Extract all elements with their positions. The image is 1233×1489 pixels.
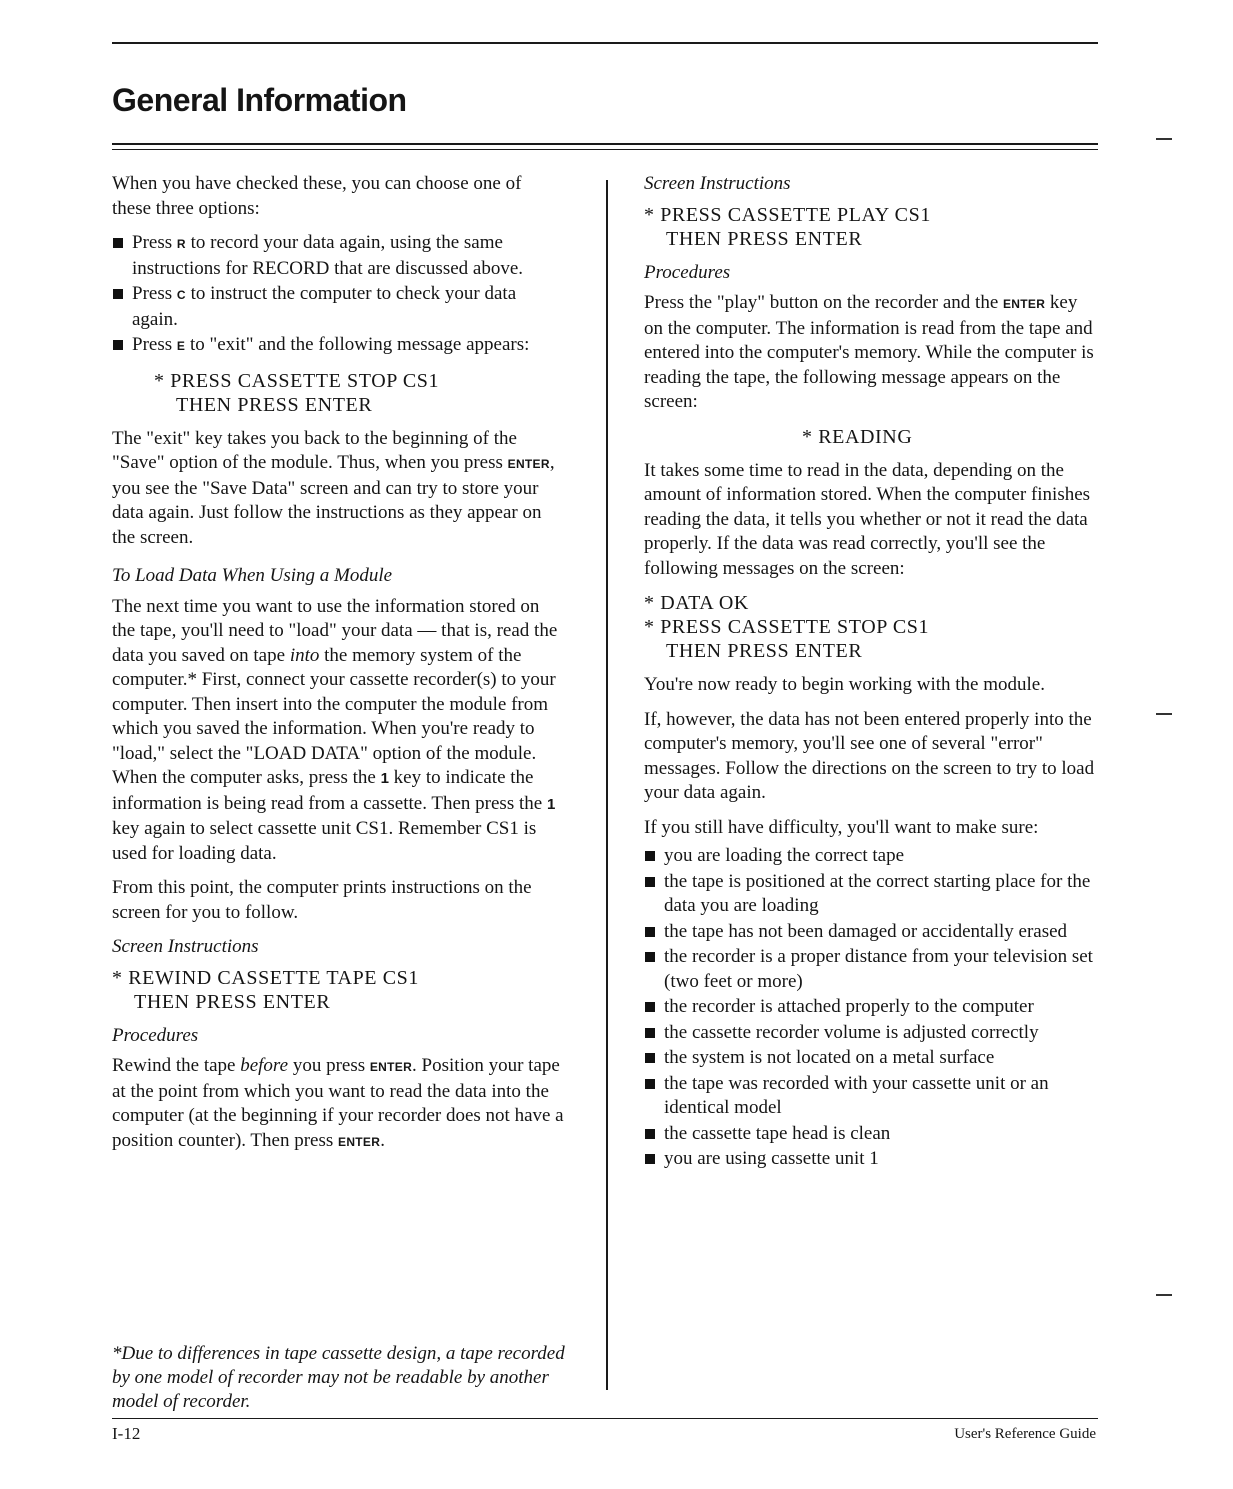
bottom-rule [112, 1418, 1098, 1419]
paragraph: When you have checked these, you can choose one of these three options: [112, 173, 522, 219]
top-rule [112, 42, 1098, 44]
paragraph: The next time you want to use the information stored on the tape, you'll need to "load" your data — that is, read the data you saved on tape into the memory system of the computer.* First, connect your cassette recorder(s) to your computer. Then insert into the computer the module from which you saved the information. When you're ready to "load," select the "LOAD DATA" option of the module. When the computer asks, press the 1 key to indicate the information is being read from a cassette. Then press the 1 key again to select cassette unit CS1. Remember CS1 is used for loading data. [112, 595, 558, 864]
list-item: Press C to instruct the computer to check your data again. [112, 282, 564, 332]
list-item: the system is not located on a metal surface [644, 1046, 1096, 1071]
paragraph: Press the "play" button on the recorder and the ENTER key on the computer. The information is read from the tape and entered into the computer's memory. While the computer is reading the tape, the following message appears on the screen: [644, 292, 1094, 412]
section-heading: To Load Data When Using a Module [112, 565, 393, 586]
key-label: ENTER [1003, 297, 1046, 311]
right-column [644, 172, 1096, 1182]
left-column [112, 172, 564, 1164]
paragraph: It takes some time to read in the data, depending on the amount of information stored. When the computer finishes reading the data, it tells you whether or not it read the data properly. If the data was read correctly, you'll see the following messages on the screen: [644, 459, 1091, 579]
list-item: the cassette tape head is clean [644, 1122, 1096, 1147]
key-label: 1 [546, 795, 556, 813]
paragraph: If, however, the data has not been entered properly into the computer's memory, you'll see one of several "error" messages. Follow the directions on the screen to try to load your data again. [644, 708, 1095, 803]
footer-title: User's Reference Guide [954, 1426, 1096, 1442]
page-number: I-12 [112, 1424, 141, 1443]
margin-mark [1156, 713, 1172, 715]
title-rule-thick [112, 143, 1098, 145]
section-heading: Screen Instructions [644, 173, 791, 194]
key-label: ENTER [338, 1134, 381, 1149]
checklist [644, 844, 1096, 1172]
list-item: Press R to record your data again, using the same instructions for RECORD that are discussed above. [112, 231, 564, 281]
margin-mark [1156, 1294, 1172, 1296]
list-item: the recorder is attached properly to the computer [644, 995, 1096, 1020]
key-label: E [176, 339, 186, 353]
key-label: ENTER [369, 1060, 413, 1074]
margin-mark [1156, 138, 1172, 140]
screen-message: * PRESS CASSETTE PLAY CS1 THEN PRESS ENTER [644, 203, 931, 250]
key-label: 1 [380, 770, 389, 787]
section-heading: Procedures [644, 261, 731, 283]
title-rule-thin [112, 149, 1098, 150]
list-item: Press E to "exit" and the following message appears: [112, 333, 564, 359]
column-divider [606, 180, 608, 1390]
footnote: *Due to differences in tape cassette design, a tape recorded by one model of recorder may not be readable by another model of recorder. [112, 1343, 565, 1412]
list-item: the tape is positioned at the correct starting place for the data you are loading [644, 870, 1096, 919]
paragraph: From this point, the computer prints instructions on the screen for you to follow. [112, 877, 532, 923]
section-heading: Screen Instructions [112, 936, 259, 957]
page-title: General Information [112, 82, 407, 118]
paragraph: The "exit" key takes you back to the beginning of the "Save" option of the module. Thus, when you press ENTER, you see the "Save Data" screen and can try to store your data again. Just follow the instructions as they appear on the screen. [112, 427, 555, 548]
paragraph: If you still have difficulty, you'll want to make sure: [644, 816, 1039, 838]
screen-message: * REWIND CASSETTE TAPE CS1 THEN PRESS ENTER [112, 966, 419, 1013]
key-label: C [176, 288, 186, 302]
list-item: the cassette recorder volume is adjusted correctly [644, 1021, 1096, 1046]
list-item: the tape has not been damaged or accidentally erased [644, 920, 1096, 945]
list-item: you are loading the correct tape [644, 844, 1096, 869]
screen-message: * DATA OK * PRESS CASSETTE STOP CS1 THEN PRESS ENTER [644, 592, 930, 662]
key-label: R [176, 237, 186, 251]
list-item: you are using cassette unit 1 [644, 1147, 1096, 1172]
list-item: the tape was recorded with your cassette unit or an identical model [644, 1072, 1096, 1121]
section-heading: Procedures [112, 1024, 199, 1046]
screen-message: * PRESS CASSETTE STOP CS1 THEN PRESS ENTER [154, 369, 440, 416]
screen-message: * READING [802, 425, 913, 448]
paragraph: Rewind the tape before you press ENTER. Position your tape at the point from which you want to read the data into the computer (at the beginning if your recorder does not have a position counter). Then press ENTER. [112, 1055, 564, 1151]
paragraph: You're now ready to begin working with the module. [644, 674, 1045, 695]
options-list [112, 231, 564, 359]
list-item: the recorder is a proper distance from your television set (two feet or more) [644, 945, 1096, 994]
key-label: ENTER [507, 457, 550, 471]
